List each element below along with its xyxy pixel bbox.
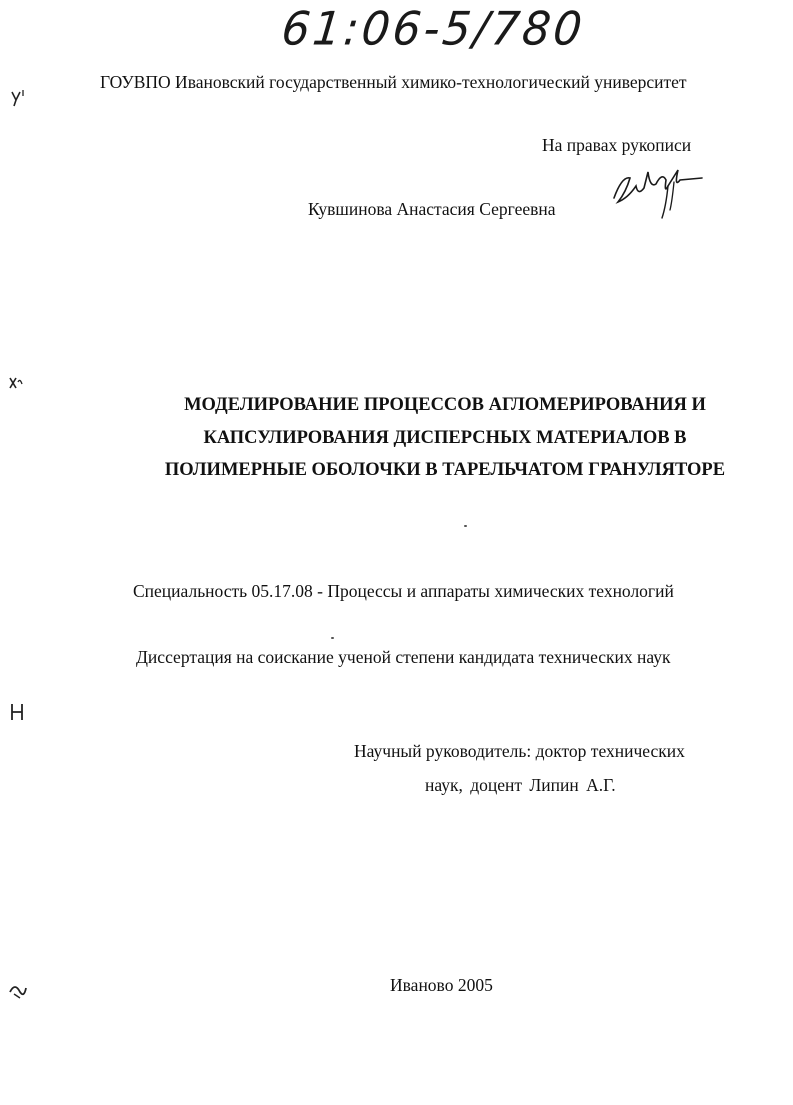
- specialty-line: Специальность 05.17.08 - Процессы и аппараты химических технологий: [133, 581, 674, 601]
- supervisor-line-1: Научный руководитель: доктор технических: [354, 741, 685, 761]
- margin-mark-3: [0, 700, 40, 724]
- margin-mark-4: [0, 978, 40, 1002]
- author-signature: [608, 158, 718, 228]
- degree-line: Диссертация на соискание ученой степени кандидата технических наук: [136, 647, 671, 667]
- city-year: Иваново 2005: [390, 975, 493, 995]
- title-line-3: ПОЛИМЕРНЫЕ ОБОЛОЧКИ В ТАРЕЛЬЧАТОМ ГРАНУЛЯТОРЕ: [164, 460, 726, 480]
- title-line-1: МОДЕЛИРОВАНИЕ ПРОЦЕССОВ АГЛОМЕРИРОВАНИЯ И: [184, 395, 706, 415]
- scan-speck: [464, 525, 467, 527]
- archive-code-handwritten: 61:06-5/780: [279, 2, 588, 57]
- supervisor-line-2: наук, доцент Липин А.Г.: [425, 775, 616, 795]
- title-line-2: КАПСУЛИРОВАНИЯ ДИСПЕРСНЫХ МАТЕРИАЛОВ В: [203, 427, 687, 448]
- scan-speck: [331, 637, 334, 639]
- institution-name: ГОУВПО Ивановский государственный химико-технологический университет: [100, 72, 687, 92]
- author-name: Кувшинова Анастасия Сергеевна: [308, 199, 556, 219]
- margin-mark-1: [0, 86, 40, 110]
- margin-mark-2: [0, 372, 40, 396]
- manuscript-rights-label: На правах рукописи: [542, 135, 692, 155]
- dissertation-title: [100, 389, 790, 487]
